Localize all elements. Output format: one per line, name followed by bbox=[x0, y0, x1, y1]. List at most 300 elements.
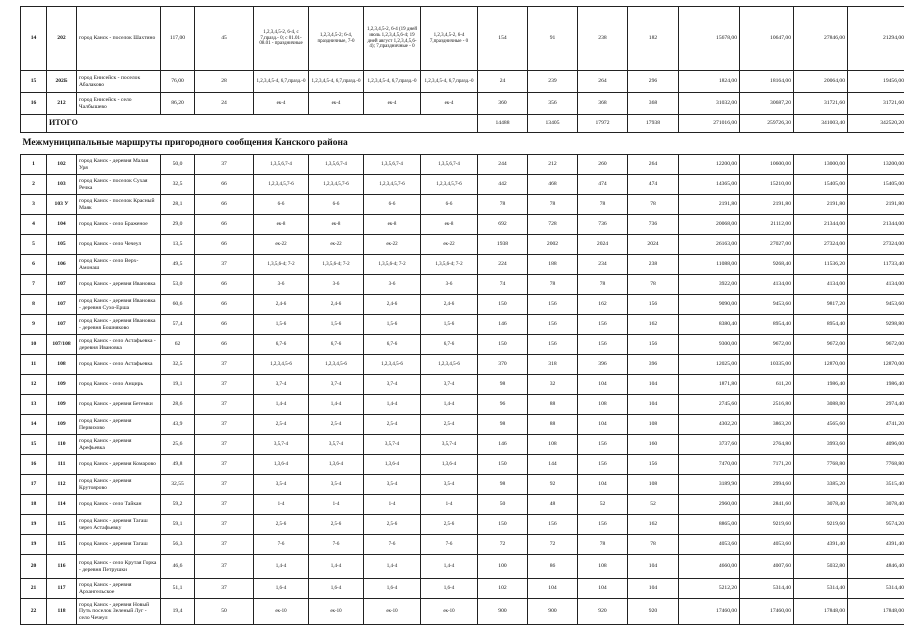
cell-s2: 1,6-4 bbox=[309, 579, 364, 599]
cell-s4: 3-6 bbox=[421, 275, 478, 295]
cell-k2: 3863,20 bbox=[740, 415, 794, 435]
cell-k2: 10647,00 bbox=[740, 7, 794, 71]
cell-r1: 98 bbox=[478, 415, 528, 435]
cell-r2: 108 bbox=[528, 435, 578, 455]
cell-r4: 78 bbox=[628, 535, 679, 555]
cell-k2: 2994,60 bbox=[740, 475, 794, 495]
cell-s4: 1,2,3,4,5-2, 6-4 7,праздничные - 0 bbox=[421, 7, 478, 71]
cell-k3: 4391,40 bbox=[794, 535, 848, 555]
cell-r1: 900 bbox=[478, 599, 528, 625]
cell-name: город Канск - деревня Тагаш через Астафьевку bbox=[77, 515, 161, 535]
cell-days: 66 bbox=[195, 275, 254, 295]
cell-len: 43,9 bbox=[161, 415, 195, 435]
section-title: Межмуниципальные маршруты пригородного сообщения Канского района bbox=[21, 133, 904, 155]
cell-n: 19 bbox=[21, 515, 47, 535]
cell-s4: 2,5-6 bbox=[421, 515, 478, 535]
cell-n: 12 bbox=[21, 375, 47, 395]
cell-s2: 1,5-6 bbox=[309, 315, 364, 335]
cell-s1: 7-6 bbox=[254, 535, 309, 555]
table-row bbox=[21, 579, 904, 599]
cell-s4: 1,3,6-4 bbox=[421, 455, 478, 475]
cell-r4: 108 bbox=[628, 475, 679, 495]
cell-n: 5 bbox=[21, 235, 47, 255]
cell-len: 56,3 bbox=[161, 535, 195, 555]
cell-k3: 13000,00 bbox=[794, 155, 848, 175]
cell-len: 32,55 bbox=[161, 475, 195, 495]
cell-r1: 102 bbox=[478, 579, 528, 599]
cell-k2: 27027,00 bbox=[740, 235, 794, 255]
cell-s3: 1,3,6-4 bbox=[364, 455, 421, 475]
cell-r4: 104 bbox=[628, 395, 679, 415]
cell-name: город Канск - деревня Малая Уря bbox=[77, 155, 161, 175]
table-row bbox=[21, 93, 904, 115]
cell-r1: 98 bbox=[478, 475, 528, 495]
cell-r1: 72 bbox=[478, 535, 528, 555]
cell-k1: 1871,80 bbox=[679, 375, 740, 395]
cell-s3: 1,2,3,4,5-6 bbox=[364, 355, 421, 375]
cell-name: город Канск - деревня Новый Путь поселок Зеленый Луг - село Чечеул bbox=[77, 599, 161, 625]
cell-k4: 3078,40 bbox=[848, 495, 904, 515]
cell-s2: 1-4 bbox=[309, 495, 364, 515]
cell-name: город Енисейск - поселок Абалаково bbox=[77, 71, 161, 93]
cell-k2: 2841,60 bbox=[740, 495, 794, 515]
cell-len: 62 bbox=[161, 335, 195, 355]
cell-r3: 104 bbox=[578, 475, 628, 495]
cell-k2: 4007,60 bbox=[740, 555, 794, 579]
table-row bbox=[21, 255, 904, 275]
cell-name: город Канск - село Верх-Амонаш bbox=[77, 255, 161, 275]
cell-days: 28 bbox=[195, 71, 254, 93]
cell-s2: ек-22 bbox=[309, 235, 364, 255]
cell-len: 13,5 bbox=[161, 235, 195, 255]
cell-s3: ек-22 bbox=[364, 235, 421, 255]
cell-name: город Енисейск - село Чалбышево bbox=[77, 93, 161, 115]
cell-route: 107 bbox=[47, 275, 77, 295]
cell-days: 66 bbox=[195, 315, 254, 335]
cell-k4: 17848,00 bbox=[848, 599, 904, 625]
cell-r3: 156 bbox=[578, 335, 628, 355]
cell-days: 37 bbox=[195, 475, 254, 495]
cell-r3: 396 bbox=[578, 355, 628, 375]
cell-s3: ек-10 bbox=[364, 599, 421, 625]
cell-s1: 6,7-6 bbox=[254, 335, 309, 355]
cell-s1: 1,4-4 bbox=[254, 395, 309, 415]
cell-route: 116 bbox=[47, 555, 77, 579]
table-row bbox=[21, 455, 904, 475]
cell-days: 66 bbox=[195, 335, 254, 355]
cell-len: 49,8 bbox=[161, 455, 195, 475]
cell-k2: 8954,40 bbox=[740, 315, 794, 335]
cell-s2: 1,3,5,6,7-4 bbox=[309, 155, 364, 175]
cell-len: 32,5 bbox=[161, 355, 195, 375]
cell-s3: 1,5-6 bbox=[364, 315, 421, 335]
cell-s2: 1,2,3,4,5,7-6 bbox=[309, 175, 364, 195]
cell-r1: 50 bbox=[478, 495, 528, 515]
cell-len: 51,1 bbox=[161, 579, 195, 599]
cell-s1: 2,4-6 bbox=[254, 295, 309, 315]
cell-r1: 100 bbox=[478, 555, 528, 579]
cell-s3: 6,7-6 bbox=[364, 335, 421, 355]
cell-r1: 150 bbox=[478, 515, 528, 535]
cell-r4: 160 bbox=[628, 435, 679, 455]
cell-k1: 7470,00 bbox=[679, 455, 740, 475]
cell-n: 16 bbox=[21, 455, 47, 475]
cell-days: 37 bbox=[195, 555, 254, 579]
cell-days: 37 bbox=[195, 155, 254, 175]
cell-k1: 4660,00 bbox=[679, 555, 740, 579]
cell-s3: 1,3,5,6-4; 7-2 bbox=[364, 255, 421, 275]
cell-k4: 7768,80 bbox=[848, 455, 904, 475]
cell-s1: ек-8 bbox=[254, 215, 309, 235]
cell-s2: 1,4-4 bbox=[309, 555, 364, 579]
cell-r3: 108 bbox=[578, 395, 628, 415]
cell-days: 37 bbox=[195, 435, 254, 455]
cell-route: 103 bbox=[47, 175, 77, 195]
main-rows bbox=[21, 155, 904, 625]
table-row bbox=[21, 375, 904, 395]
cell-r1: 154 bbox=[478, 7, 528, 71]
cell-k3: 21344,00 bbox=[794, 215, 848, 235]
total-k3: 341003,40 bbox=[794, 115, 848, 133]
cell-k2: 10335,00 bbox=[740, 355, 794, 375]
cell-k1: 1824,00 bbox=[679, 71, 740, 93]
cell-s1: 1,2,3,4,5-4, 6,7,празд.-0 bbox=[254, 71, 309, 93]
cell-k4: 1986,40 bbox=[848, 375, 904, 395]
cell-k3: 9817,20 bbox=[794, 295, 848, 315]
cell-r2: 2002 bbox=[528, 235, 578, 255]
cell-k4: 27324,00 bbox=[848, 235, 904, 255]
cell-r2: 48 bbox=[528, 495, 578, 515]
table-row bbox=[21, 195, 904, 215]
cell-k2: 9453,60 bbox=[740, 295, 794, 315]
table-row bbox=[21, 7, 904, 71]
table-row bbox=[21, 235, 904, 255]
cell-k4: 3515,40 bbox=[848, 475, 904, 495]
cell-route: 109 bbox=[47, 395, 77, 415]
cell-k1: 3737,60 bbox=[679, 435, 740, 455]
cell-r4: 78 bbox=[628, 275, 679, 295]
cell-s1: 1,2,3,4,5-6 bbox=[254, 355, 309, 375]
cell-s3: 1,2,3,4,5,7-6 bbox=[364, 175, 421, 195]
cell-k3: 3088,80 bbox=[794, 395, 848, 415]
section-heading-row bbox=[21, 133, 904, 155]
routes-table bbox=[20, 6, 904, 625]
cell-s3: 2,5-4 bbox=[364, 415, 421, 435]
cell-r2: 78 bbox=[528, 195, 578, 215]
cell-s4: ек-10 bbox=[421, 599, 478, 625]
total-r2: 13405 bbox=[528, 115, 578, 133]
cell-s1: 6-6 bbox=[254, 195, 309, 215]
cell-r3: 234 bbox=[578, 255, 628, 275]
cell-route: 202Б bbox=[47, 71, 77, 93]
cell-name: город Канск - деревня Бетемки bbox=[77, 395, 161, 415]
cell-r2: 318 bbox=[528, 355, 578, 375]
cell-r4: 162 bbox=[628, 515, 679, 535]
cell-k2: 7171,20 bbox=[740, 455, 794, 475]
cell-n: 6 bbox=[21, 255, 47, 275]
cell-route: 112 bbox=[47, 475, 77, 495]
cell-k3: 15405,00 bbox=[794, 175, 848, 195]
cell-route: 109 bbox=[47, 375, 77, 395]
cell-s1: 1-4 bbox=[254, 495, 309, 515]
cell-k2: 10600,00 bbox=[740, 155, 794, 175]
cell-route: 115 bbox=[47, 515, 77, 535]
cell-k2: 18164,00 bbox=[740, 71, 794, 93]
cell-r4: 156 bbox=[628, 455, 679, 475]
table-row bbox=[21, 175, 904, 195]
cell-k2: 9219,60 bbox=[740, 515, 794, 535]
cell-s2: 3-6 bbox=[309, 275, 364, 295]
cell-s3: 3,5-4 bbox=[364, 475, 421, 495]
cell-r1: 370 bbox=[478, 355, 528, 375]
cell-days: 37 bbox=[195, 395, 254, 415]
cell-s4: 3,5-4 bbox=[421, 475, 478, 495]
cell-k4: 4134,00 bbox=[848, 275, 904, 295]
cell-days: 37 bbox=[195, 455, 254, 475]
cell-name: город Канск - поселок Сухая Речка bbox=[77, 175, 161, 195]
cell-s3: ек-8 bbox=[364, 215, 421, 235]
cell-route: 118 bbox=[47, 599, 77, 625]
cell-days: 37 bbox=[195, 355, 254, 375]
cell-k1: 20068,00 bbox=[679, 215, 740, 235]
cell-k3: 27324,00 bbox=[794, 235, 848, 255]
cell-r3: 52 bbox=[578, 495, 628, 515]
cell-r1: 244 bbox=[478, 155, 528, 175]
cell-s3: 3,7-4 bbox=[364, 375, 421, 395]
cell-n: 17 bbox=[21, 475, 47, 495]
cell-len: 117,00 bbox=[161, 7, 195, 71]
cell-k4: 9574,20 bbox=[848, 515, 904, 535]
cell-r3: 108 bbox=[578, 555, 628, 579]
cell-s1: 1,3,5,6,7-4 bbox=[254, 155, 309, 175]
cell-route: 111 bbox=[47, 455, 77, 475]
cell-k4: 9298,80 bbox=[848, 315, 904, 335]
cell-len: 60,6 bbox=[161, 295, 195, 315]
cell-k2: 17460,00 bbox=[740, 599, 794, 625]
cell-len: 28,6 bbox=[161, 395, 195, 415]
cell-k4: 12870,00 bbox=[848, 355, 904, 375]
cell-s1: 3,5-4 bbox=[254, 475, 309, 495]
cell-k1: 2960,00 bbox=[679, 495, 740, 515]
total-k2: 259726,30 bbox=[740, 115, 794, 133]
cell-r4: 920 bbox=[628, 599, 679, 625]
cell-s2: 2,5-6 bbox=[309, 515, 364, 535]
cell-r1: 146 bbox=[478, 315, 528, 335]
cell-len: 53,0 bbox=[161, 275, 195, 295]
table-row bbox=[21, 335, 904, 355]
cell-s2: 1,2,3,4,5-2; 6-4, праздничные, 7-0 bbox=[309, 7, 364, 71]
cell-r1: 360 bbox=[478, 93, 528, 115]
table-row bbox=[21, 555, 904, 579]
cell-r2: 144 bbox=[528, 455, 578, 475]
cell-k3: 9672,00 bbox=[794, 335, 848, 355]
cell-s1: 2,5-6 bbox=[254, 515, 309, 535]
cell-s1: 1,5-6 bbox=[254, 315, 309, 335]
cell-r2: 468 bbox=[528, 175, 578, 195]
total-row bbox=[21, 115, 904, 133]
cell-s2: ек-8 bbox=[309, 215, 364, 235]
cell-len: 28,1 bbox=[161, 195, 195, 215]
cell-r2: 728 bbox=[528, 215, 578, 235]
cell-k4: 13200,00 bbox=[848, 155, 904, 175]
total-r4: 17938 bbox=[628, 115, 679, 133]
cell-s4: 1-4 bbox=[421, 495, 478, 515]
table-row bbox=[21, 215, 904, 235]
cell-s2: 6-6 bbox=[309, 195, 364, 215]
cell-r3: 2024 bbox=[578, 235, 628, 255]
total-r3: 17972 bbox=[578, 115, 628, 133]
cell-days: 66 bbox=[195, 195, 254, 215]
cell-k4: 5314,40 bbox=[848, 579, 904, 599]
cell-s1: 3,7-4 bbox=[254, 375, 309, 395]
cell-k3: 20064,00 bbox=[794, 71, 848, 93]
cell-k3: 5314,40 bbox=[794, 579, 848, 599]
cell-k4: 4846,40 bbox=[848, 555, 904, 579]
cell-r2: 88 bbox=[528, 395, 578, 415]
cell-r4: 52 bbox=[628, 495, 679, 515]
cell-n: 19 bbox=[21, 535, 47, 555]
cell-days: 37 bbox=[195, 495, 254, 515]
cell-r4: 474 bbox=[628, 175, 679, 195]
cell-k3: 8954,40 bbox=[794, 315, 848, 335]
cell-k2: 2764,80 bbox=[740, 435, 794, 455]
cell-s4: 6,7-6 bbox=[421, 335, 478, 355]
cell-k1: 26163,00 bbox=[679, 235, 740, 255]
cell-name: город Канск - село Браженое bbox=[77, 215, 161, 235]
cell-r2: 86 bbox=[528, 555, 578, 579]
cell-days: 37 bbox=[195, 255, 254, 275]
cell-s1: 3,5,7-4 bbox=[254, 435, 309, 455]
cell-s1: 1,2,3,4,5,7-6 bbox=[254, 175, 309, 195]
cell-len: 19,4 bbox=[161, 599, 195, 625]
cell-r3: 238 bbox=[578, 7, 628, 71]
cell-name: город Канск - деревня Архангельское bbox=[77, 579, 161, 599]
cell-r1: 442 bbox=[478, 175, 528, 195]
cell-n: 15 bbox=[21, 435, 47, 455]
cell-r1: 96 bbox=[478, 395, 528, 415]
cell-r1: 1938 bbox=[478, 235, 528, 255]
cell-s4: 2,5-4 bbox=[421, 415, 478, 435]
cell-days: 37 bbox=[195, 515, 254, 535]
cell-r4: 156 bbox=[628, 335, 679, 355]
cell-r2: 156 bbox=[528, 515, 578, 535]
cell-k4: 4096,00 bbox=[848, 435, 904, 455]
cell-n: 18 bbox=[21, 495, 47, 515]
cell-route: 114 bbox=[47, 495, 77, 515]
cell-k4: 2191,80 bbox=[848, 195, 904, 215]
cell-r4: 238 bbox=[628, 255, 679, 275]
cell-k2: 5314,40 bbox=[740, 579, 794, 599]
cell-s2: 3,5-4 bbox=[309, 475, 364, 495]
cell-route: 108 bbox=[47, 355, 77, 375]
cell-s4: 1,3,5,6,7-4 bbox=[421, 155, 478, 175]
cell-k3: 4565,60 bbox=[794, 415, 848, 435]
cell-k2: 2191,80 bbox=[740, 195, 794, 215]
cell-s4: 2,4-6 bbox=[421, 295, 478, 315]
cell-k3: 4134,00 bbox=[794, 275, 848, 295]
cell-s2: 3,5,7-4 bbox=[309, 435, 364, 455]
cell-k3: 2191,80 bbox=[794, 195, 848, 215]
cell-k2: 15210,00 bbox=[740, 175, 794, 195]
cell-k4: 2974,40 bbox=[848, 395, 904, 415]
cell-s3: 1,6-4 bbox=[364, 579, 421, 599]
cell-k1: 4302,20 bbox=[679, 415, 740, 435]
cell-r2: 156 bbox=[528, 295, 578, 315]
cell-n: 3 bbox=[21, 195, 47, 215]
cell-s4: 1,4-4 bbox=[421, 555, 478, 579]
cell-n: 20 bbox=[21, 555, 47, 579]
cell-k1: 14365,00 bbox=[679, 175, 740, 195]
cell-route: 107 bbox=[47, 315, 77, 335]
cell-k4: 21344,00 bbox=[848, 215, 904, 235]
cell-r1: 24 bbox=[478, 71, 528, 93]
table-row bbox=[21, 295, 904, 315]
cell-name: город Канск - деревня Комарово bbox=[77, 455, 161, 475]
cell-s1: 1,4-4 bbox=[254, 555, 309, 579]
cell-r3: 104 bbox=[578, 579, 628, 599]
cell-r4: 736 bbox=[628, 215, 679, 235]
cell-route: 117 bbox=[47, 579, 77, 599]
cell-name: город Канск - село Крутая Горка - деревня Петрушки bbox=[77, 555, 161, 579]
cell-r3: 162 bbox=[578, 295, 628, 315]
cell-len: 59,2 bbox=[161, 495, 195, 515]
cell-r4: 396 bbox=[628, 355, 679, 375]
cell-r3: 104 bbox=[578, 415, 628, 435]
cell-s2: 1,2,3,4,5-6 bbox=[309, 355, 364, 375]
top-rows bbox=[21, 7, 904, 115]
cell-k4: 9453,60 bbox=[848, 295, 904, 315]
cell-r3: 156 bbox=[578, 515, 628, 535]
cell-s4: 1,4-4 bbox=[421, 395, 478, 415]
cell-s4: 1,5-6 bbox=[421, 315, 478, 335]
cell-k4: 31721,60 bbox=[848, 93, 904, 115]
cell-days: 37 bbox=[195, 535, 254, 555]
cell-k1: 4053,60 bbox=[679, 535, 740, 555]
cell-s1: ек-4 bbox=[254, 93, 309, 115]
cell-s3: 2,5-6 bbox=[364, 515, 421, 535]
cell-k2: 9672,00 bbox=[740, 335, 794, 355]
cell-s2: ек-10 bbox=[309, 599, 364, 625]
cell-k1: 3922,00 bbox=[679, 275, 740, 295]
cell-k4: 9672,00 bbox=[848, 335, 904, 355]
cell-r3: 474 bbox=[578, 175, 628, 195]
cell-s4: 1,6-4 bbox=[421, 579, 478, 599]
cell-n: 16 bbox=[21, 93, 47, 115]
cell-days: 66 bbox=[195, 235, 254, 255]
cell-s3: 1,2,3,4,5-2, 6-4 (19 дней июль 1,2,3,4,5,6-4; 19 дней август 1,2,3,4,5,6-4); 7,праздничные - 0 bbox=[364, 7, 421, 71]
cell-days: 66 bbox=[195, 175, 254, 195]
cell-r1: 146 bbox=[478, 435, 528, 455]
cell-k1: 2745,60 bbox=[679, 395, 740, 415]
cell-s2: 1,3,6-4 bbox=[309, 455, 364, 475]
cell-s4: ек-4 bbox=[421, 93, 478, 115]
cell-r3: 736 bbox=[578, 215, 628, 235]
cell-r2: 156 bbox=[528, 335, 578, 355]
cell-k3: 3078,40 bbox=[794, 495, 848, 515]
cell-n: 11 bbox=[21, 355, 47, 375]
cell-n: 10 bbox=[21, 335, 47, 355]
total-r1: 14488 bbox=[478, 115, 528, 133]
cell-k1: 11088,00 bbox=[679, 255, 740, 275]
cell-k3: 31721,60 bbox=[794, 93, 848, 115]
cell-s1: 1,3,5,6-4; 7-2 bbox=[254, 255, 309, 275]
cell-k2: 2516,80 bbox=[740, 395, 794, 415]
cell-route: 110 bbox=[47, 435, 77, 455]
cell-route: 103 У bbox=[47, 195, 77, 215]
cell-r2: 78 bbox=[528, 275, 578, 295]
cell-s1: 1,6-4 bbox=[254, 579, 309, 599]
cell-days: 50 bbox=[195, 599, 254, 625]
